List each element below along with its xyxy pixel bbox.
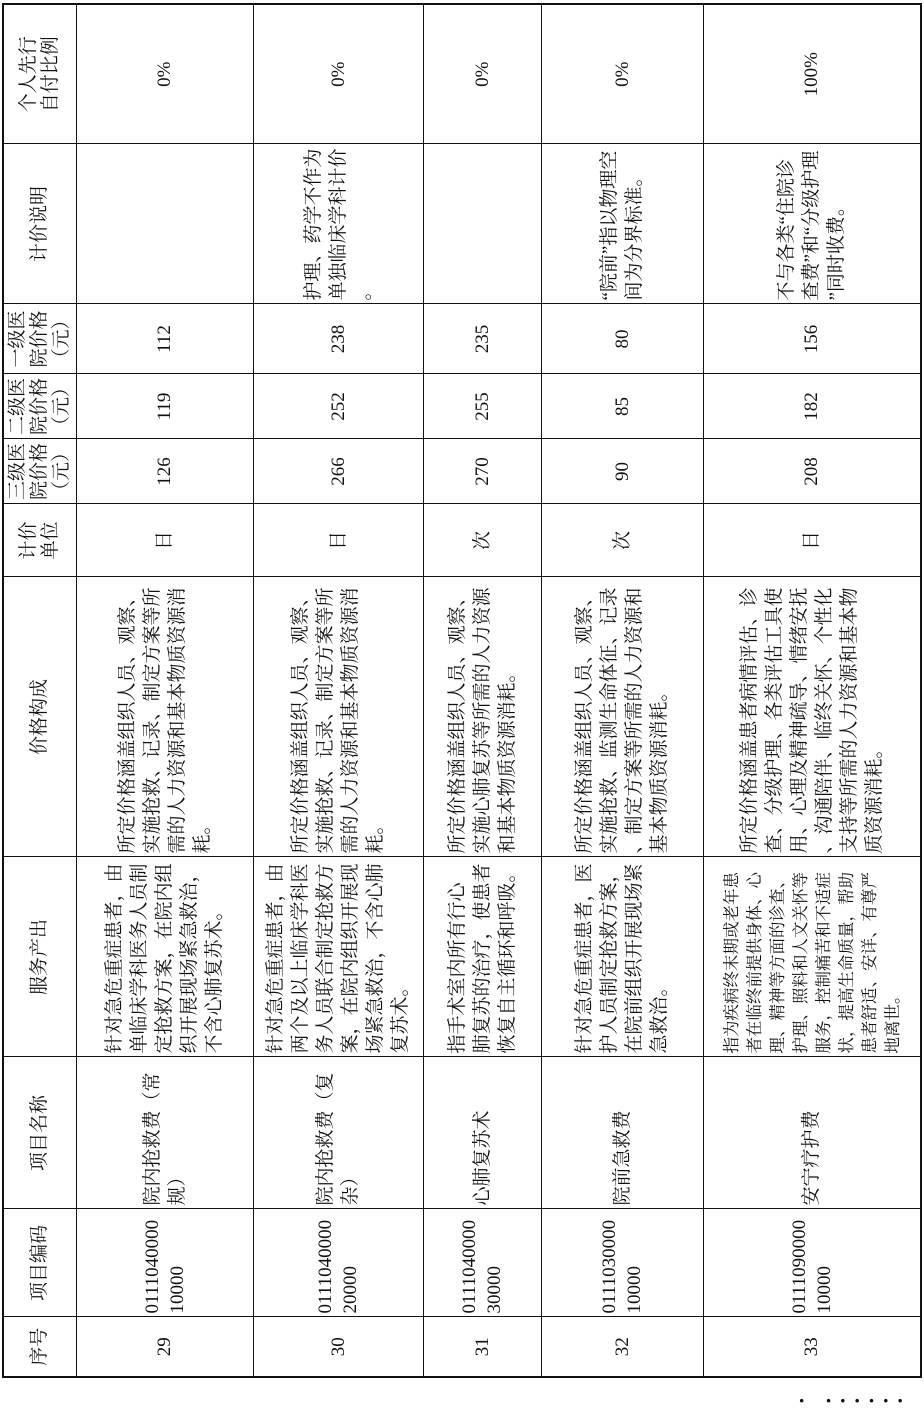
header-code: 项目编码 [3,1209,76,1317]
table-row [253,4,423,1377]
cell-composition: 所定价格涵盖组织人员、观察、 实施心肺复苏等所需的人力资源 和基本物质资源消耗。 [423,577,541,857]
cell-output: 针对急危重症患者，由 单临床学科医务人员制 定抢救方案，在院内组 织开展现场紧急救治， 不含心肺复苏术。 [76,857,253,1057]
cell-price-level3: 126 [76,439,253,504]
cell-unit: 次 [423,504,541,577]
cell-price-level3: 208 [703,439,921,504]
header-unit: 计价 单位 [3,504,76,577]
cell-price-level2: 119 [76,374,253,439]
cell-output: 针对急危重症患者，由 两个及以上临床学科医 务人员联合制定抢救方 案，在院内组织开展现 场紧急救治，不含心肺 复苏术。 [253,857,423,1057]
table-row [703,4,921,1377]
cell-note: 护理、药学不作为 单独临床学科计价 。 [253,144,423,304]
cell-unit: 次 [541,504,703,577]
cell-price-level1: 80 [541,304,703,374]
cell-price-level1: 235 [423,304,541,374]
header-price-level2: 二级医 院价格 （元） [3,374,76,439]
cell-seq: 30 [253,1317,423,1377]
cell-price-level3: 90 [541,439,703,504]
cell-output: 指手术室内所有行心 肺复苏的治疗，使患者 恢复自主循环和呼吸。 [423,857,541,1057]
cell-name: 安宁疗护费 [703,1057,921,1209]
cell-name: 院前急救费 [541,1057,703,1209]
table-row [76,4,253,1377]
cell-seq: 33 [703,1317,921,1377]
cell-price-level3: 270 [423,439,541,504]
cell-note: 不与各类“住院诊 查费”和“分级护理 ”同时收费。 [703,144,921,304]
cell-code: 0111090000 10000 [703,1209,921,1317]
cell-code: 0111040000 10000 [76,1209,253,1317]
cell-price-level1: 112 [76,304,253,374]
header-self-pay-ratio: 个人先行 自付比例 [3,4,76,144]
header-composition: 价格构成 [3,577,76,857]
cell-name: 院内抢救费（常 规） [76,1057,253,1209]
cell-seq: 31 [423,1317,541,1377]
cell-self-pay-ratio: 0% [541,4,703,144]
cell-composition: 所定价格涵盖组织人员、观察、 实施抢救、监测生命体征、记录 、制定方案等所需的人力资源和 基本物质资源消耗。 [541,577,703,857]
cell-code: 0111030000 10000 [541,1209,703,1317]
cell-self-pay-ratio: 100% [703,4,921,144]
cell-price-level3: 266 [253,439,423,504]
cell-self-pay-ratio: 0% [423,4,541,144]
header-seq: 序号 [3,1317,76,1377]
cell-unit: 日 [253,504,423,577]
cell-code: 0111040000 20000 [253,1209,423,1317]
cell-price-level2: 252 [253,374,423,439]
cell-unit: 日 [76,504,253,577]
cell-code: 0111040000 30000 [423,1209,541,1317]
table-row [541,4,703,1377]
rotated-table-wrapper [2,5,920,1378]
table-row [423,4,541,1377]
header-price-level3: 三级医 院价格 （元） [3,439,76,504]
cell-price-level2: 182 [703,374,921,439]
cell-output: 针对急危重症患者，医 护人员制定抢救方案， 在院前组织开展现场紧 急救治。 [541,857,703,1057]
cell-self-pay-ratio: 0% [253,4,423,144]
cell-price-level2: 255 [423,374,541,439]
header-price-level1: 一级医 院价格 （元） [3,304,76,374]
cell-note [423,144,541,304]
cell-price-level2: 85 [541,374,703,439]
page-dots: · ······ [798,1388,911,1413]
cell-price-level1: 156 [703,304,921,374]
header-note: 计价说明 [3,144,76,304]
cell-name: 院内抢救费（复 杂） [253,1057,423,1209]
cell-output: 指为疾病终末期或老年患 者在临终前提供身体、心 理、精神等方面的诊查、 护理、照料和人文关怀等 服务，控制痛苦和不适症 状，提高生命质量，帮助 患者舒适、安详、有尊严 地离世。 [703,857,921,1057]
cell-composition: 所定价格涵盖组织人员、观察、 实施抢救、记录、制定方案等所 需的人力资源和基本物质资源消 耗。 [253,577,423,857]
cell-price-level1: 238 [253,304,423,374]
cell-note: “院前”指以物理空 间为分界标准。 [541,144,703,304]
cell-unit: 日 [703,504,921,577]
cell-composition: 所定价格涵盖患者病情评估、诊 查、分级护理、各类评估工具使 用、心理及精神疏导、情绪安抚 、沟通陪伴、临终关怀、个性化 支持等所需的人力资源和基本物 质资源消耗。 [703,577,921,857]
cell-seq: 29 [76,1317,253,1377]
header-output: 服务产出 [3,857,76,1057]
header-name: 项目名称 [3,1057,76,1209]
cell-seq: 32 [541,1317,703,1377]
header-row [3,4,76,1377]
cell-name: 心肺复苏术 [423,1057,541,1209]
cell-self-pay-ratio: 0% [76,4,253,144]
price-table [2,3,922,1378]
cell-note [76,144,253,304]
cell-composition: 所定价格涵盖组织人员、观察、 实施抢救、记录、制定方案等所 需的人力资源和基本物质资源消 耗。 [76,577,253,857]
